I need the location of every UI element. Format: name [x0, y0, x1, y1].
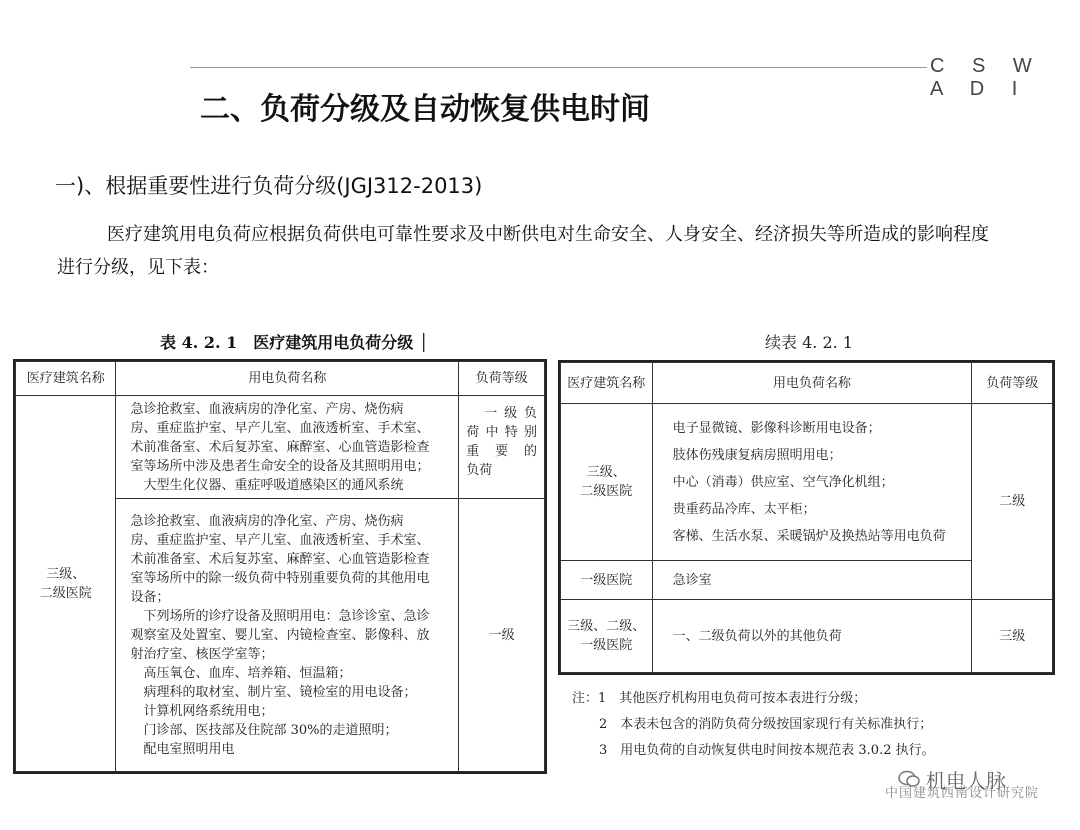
table-header-row: [16, 362, 545, 396]
table-row: [561, 404, 1053, 561]
load-line: 急诊抢救室、血液病房的净化室、产房、烧伤病: [130, 513, 404, 529]
loads-cell: 一、二级负荷以外的其他负荷: [652, 600, 972, 673]
load-line: 配电室照明用电: [130, 741, 235, 757]
note-line: 注：1 其他医疗机构用电负荷可按本表进行分级；: [572, 691, 867, 706]
note-line: 2 本表未包含的消防负荷分级按国家现行有关标准执行；: [599, 717, 933, 732]
load-line: 计算机网络系统用电；: [130, 703, 274, 719]
watermark-org: 中国建筑西南设计研究院: [885, 786, 1040, 801]
load-line: 下列场所的诊疗设备及照明用电：急诊诊室、急诊: [130, 608, 430, 624]
load-line: 电子显微镜、影像科诊断用电设备；: [672, 420, 881, 436]
load-line: 室等场所中涉及患者生命安全的设备及其照明用电；: [130, 458, 430, 474]
load-line: 病理科的取材室、制片室、镜检室的用电设备；: [130, 684, 417, 700]
table-header: 负荷等级: [972, 363, 1053, 404]
load-line: 术前准备室、术后复苏室、麻醉室、心血管造影检查: [130, 439, 430, 455]
load-line: 射治疗室、核医学室等；: [130, 646, 274, 662]
building-cell: 一级医院: [561, 561, 653, 600]
page-title: 二、负荷分级及自动恢复供电时间: [200, 92, 650, 127]
header-divider: [190, 67, 927, 68]
load-line: 急诊抢救室、血液病房的净化室、产房、烧伤病: [130, 401, 404, 417]
load-line: 中心（消毒）供应室、空气净化机组；: [672, 474, 894, 490]
load-line: 高压氧仓、血库、培养箱、恒温箱；: [130, 665, 352, 681]
table-row: [16, 396, 545, 499]
load-line: 贵重药品冷库、太平柜；: [672, 501, 816, 517]
load-line: 大型生化仪器、重症呼吸道感染区的通风系统: [130, 477, 404, 493]
table-header: 用电负荷名称: [652, 363, 972, 404]
level-cell: 三级: [972, 600, 1053, 673]
load-line: 门诊部、医技部及住院部 30%的走道照明；: [130, 722, 398, 738]
table2-caption: 续表 4. 2. 1: [765, 333, 853, 352]
table-header: 用电负荷名称: [116, 362, 459, 396]
load-line: 房、重症监护室、早产儿室、血液透析室、手术室、: [130, 420, 430, 436]
load-line: 房、重症监护室、早产儿室、血液透析室、手术室、: [130, 532, 430, 548]
loads-cell: [116, 499, 459, 772]
loads-cell: 急诊室: [652, 561, 972, 600]
load-line: 术前准备室、术后复苏室、麻醉室、心血管造影检查: [130, 551, 430, 567]
table-header: 医疗建筑名称: [16, 362, 116, 396]
load-line: 设备；: [130, 589, 170, 605]
level-line: 一级负: [484, 406, 537, 421]
load-classification-table: [15, 361, 545, 772]
load-line: 室等场所中的除一级负荷中特别重要负荷的其他用电: [130, 570, 430, 586]
watermark-account-name: 机电人脉: [926, 769, 1006, 793]
level-line: 荷中特别: [466, 425, 537, 440]
load-line: 肢体伤残康复病房照明用电；: [672, 447, 842, 463]
table-header-row: [561, 363, 1053, 404]
brand-logo: C S W A D I: [930, 55, 1043, 100]
section-subtitle: 一)、根据重要性进行负荷分级(JGJ312-2013): [55, 174, 483, 198]
level-line: 负荷: [466, 463, 493, 478]
level-cell: [459, 396, 545, 499]
intro-paragraph: 医疗建筑用电负荷应根据负荷供电可靠性要求及中断供电对生命安全、人身安全、经济损失等所造成的影响程度进行分级，见下表：: [57, 224, 989, 278]
table-notes: [572, 686, 935, 764]
table1-caption: 表 4. 2. 1 医疗建筑用电负荷分级 │: [160, 333, 429, 352]
table-header: 医疗建筑名称: [561, 363, 653, 404]
level-cell: 一级: [459, 499, 545, 772]
level-cell: 二级: [972, 404, 1053, 600]
building-cell: 三级、二级、 一级医院: [561, 600, 653, 673]
load-line: 客梯、生活水泵、采暖锅炉及换热站等用电负荷: [672, 528, 946, 544]
loads-cell: [652, 404, 972, 561]
table-header: 负荷等级: [459, 362, 545, 396]
note-line: 3 用电负荷的自动恢复供电时间按本规范表 3.0.2 执行。: [599, 743, 935, 758]
building-cell: 三级、 二级医院: [16, 396, 116, 772]
building-cell: 三级、 二级医院: [561, 404, 653, 561]
load-classification-table-continued: [560, 362, 1053, 673]
loads-cell: [116, 396, 459, 499]
level-line: 重 要 的: [466, 444, 537, 459]
table-row: [561, 600, 1053, 673]
load-line: 观察室及处置室、婴儿室、内镜检查室、影像科、放: [130, 627, 430, 643]
